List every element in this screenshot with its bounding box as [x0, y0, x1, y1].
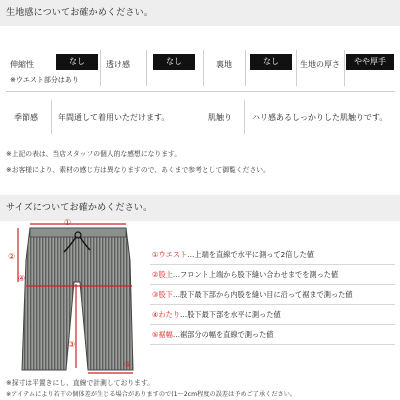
size-note-2: ※アイテムにより若干の個体差が生じる場合がありますので(1〜2cm程度の誤差は予めご了承ください。 — [6, 391, 297, 398]
size-item-inseam: ③股下…股下最下部から内股を縫い目に沿って裾まで測った値 — [152, 290, 353, 299]
fabric-note-1: ※上記の表は、当店スタッフの個人的な感想になります。 — [6, 150, 182, 158]
diagram-label-5: ⑤ — [124, 360, 132, 369]
divider — [146, 50, 147, 86]
row-underline — [150, 344, 395, 345]
diagram-label-3: ③ — [68, 340, 76, 349]
stretch-value-badge: なし — [56, 54, 98, 70]
fabric-note-2: ※お客様により、素材の感じ方は異なりますので、あくまで参考として御覧ください。 — [6, 166, 270, 174]
stretch-label: 伸縮性 — [10, 60, 34, 69]
divider — [344, 50, 345, 86]
touch-label: 肌触り — [208, 113, 232, 122]
season-label: 季節感 — [14, 113, 38, 122]
divider — [100, 50, 101, 86]
diagram-label-1: ① — [64, 218, 72, 227]
lining-label: 裏地 — [216, 60, 232, 69]
row-divider — [6, 91, 395, 92]
row-underline — [150, 324, 395, 325]
season-value: 年間通して着用いただけます。 — [58, 113, 170, 122]
pants-diagram — [0, 220, 145, 380]
lining-value-badge: なし — [250, 54, 292, 70]
size-note-1: ※採寸は平置きにし、直線で計測しております。 — [6, 379, 154, 387]
row-underline — [150, 304, 395, 305]
thickness-label: 生地の厚さ — [300, 60, 340, 69]
touch-value: ハリ感あるしっかりした肌触りです。 — [252, 113, 388, 122]
sheer-value-badge: なし — [153, 54, 195, 70]
pants-shape — [22, 228, 133, 370]
size-item-rise: ②股上…フロント上端から股下縫い合わせまでを測った値 — [152, 270, 339, 279]
row-underline — [150, 264, 395, 265]
size-item-hem: ⑤裾幅…裾部分の幅を直線で測った値 — [152, 330, 274, 339]
fabric-section-header: 生地感についてお確かめください。 — [0, 0, 400, 26]
divider — [51, 100, 52, 134]
size-section-header: サイズについてお確かめください。 — [0, 195, 400, 221]
divider — [244, 100, 245, 134]
diagram-label-4: ④ — [18, 274, 26, 283]
divider — [296, 50, 297, 86]
diagram-label-2: ② — [8, 252, 16, 261]
stretch-note: ※ウエスト部分はあり — [10, 76, 79, 84]
divider — [245, 50, 246, 86]
sheer-label: 透け感 — [106, 60, 130, 69]
row-underline — [150, 284, 395, 285]
size-item-waist: ①ウエスト…上端を直線で水平に測って2倍した値 — [152, 250, 314, 259]
thickness-value-badge: やや厚手 — [346, 54, 394, 70]
size-item-thigh: ④わたり…股下最下部を水平に測った値 — [152, 310, 281, 319]
divider — [203, 50, 204, 86]
